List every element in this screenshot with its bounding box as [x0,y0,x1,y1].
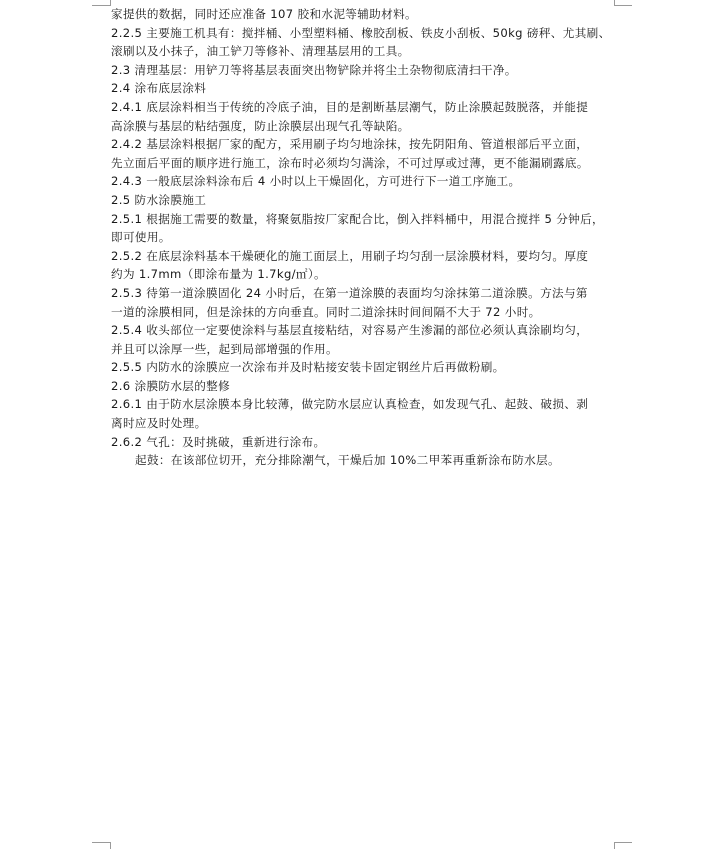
text-line: 2.5.3 待第一道涂膜固化 24 小时后，在第一道涂膜的表面均匀涂抹第二道涂膜。方法与第 [111,285,588,300]
crop-mark-bottom-left [92,842,110,843]
text-line: 2.4.3 一般底层涂料涂布后 4 小时以上干燥固化，方可进行下一道工序施工。 [111,174,521,189]
text-line: 先立面后平面的顺序进行施工，涂布时必须均匀满涂，不可过厚或过薄，更不能漏刷露底。 [111,155,589,170]
text-line: 2.5.4 收头部位一定要使涂料与基层直接粘结，对容易产生渗漏的部位必须认真涂刷均匀， [111,323,589,338]
crop-mark-bottom-left-vertical [110,842,111,849]
crop-mark-top-left [92,5,110,6]
text-line: 并且可以涂厚一些，起到局部增强的作用。 [111,341,338,356]
text-line: 滚刷以及小抹子，油工铲刀等修补、清理基层用的工具。 [111,44,410,59]
text-line: 2.6.1 由于防水层涂膜本身比较薄，做完防水层应认真检查，如发现气孔、起鼓、破损、剥 [111,397,589,412]
text-line: 2.3 清理基层：用铲刀等将基层表面突出物铲除并将尘土杂物彻底清扫干净。 [111,62,517,77]
crop-mark-bottom-right-vertical [614,842,615,849]
text-line: 家提供的数据，同时还应准备 107 胶和水泥等辅助材料。 [111,7,417,21]
text-line: 2.6.2 气孔：及时挑破，重新进行涂布。 [111,434,326,449]
section-heading: 2.6 涂膜防水层的整修 [111,378,231,393]
text-line: 2.4.2 基层涂料根据厂家的配方，采用刷子均匀地涂抹，按先阴阳角、管道根部后平立面， [111,137,589,152]
crop-mark-top-right-vertical [614,0,615,6]
text-line: 一道的涂膜相同，但是涂抹的方向垂直。同时二道涂抹时间间隔不大于 72 小时。 [111,304,541,319]
crop-mark-bottom-right [614,842,632,843]
text-line: 即可使用。 [111,230,171,245]
text-line: 2.5.2 在底层涂料基本干燥硬化的施工面层上，用刷子均匀刮一层涂膜材料，要均匀。厚度 [111,248,589,263]
crop-mark-top-right [614,5,632,6]
text-line: 离时应及时处理。 [111,416,207,431]
text-line: 2.2.5 主要施工机具有：搅拌桶、小型塑料桶、橡胶刮板、铁皮小刮板、50kg 磅秤、尤其刷、 [111,25,611,40]
section-heading: 2.5 防水涂膜施工 [111,192,207,207]
document-body [111,5,614,470]
text-line: 起鼓：在该部位切开，充分排除潮气，干燥后加 10%二甲苯再重新涂布防水层。 [135,453,561,468]
text-line: 高涂膜与基层的粘结强度，防止涂膜层出现气孔等缺陷。 [111,118,410,133]
text-line: 2.5.5 内防水的涂膜应一次涂布并及时粘接安装卡固定钢丝片后再做粉刷。 [111,360,505,375]
text-line: 2.4.1 底层涂料相当于传统的冷底子油，目的是割断基层潮气，防止涂膜起鼓脱落，并能提 [111,99,589,114]
text-line: 2.5.1 根据施工需要的数量，将聚氨脂按厂家配合比，倒入拌料桶中，用混合搅拌 5 分钟后， [111,211,605,226]
text-line: 约为 1.7mm（即涂布量为 1.7kg/㎡）。 [111,267,326,282]
section-heading: 2.4 涂布底层涂料 [111,81,207,96]
